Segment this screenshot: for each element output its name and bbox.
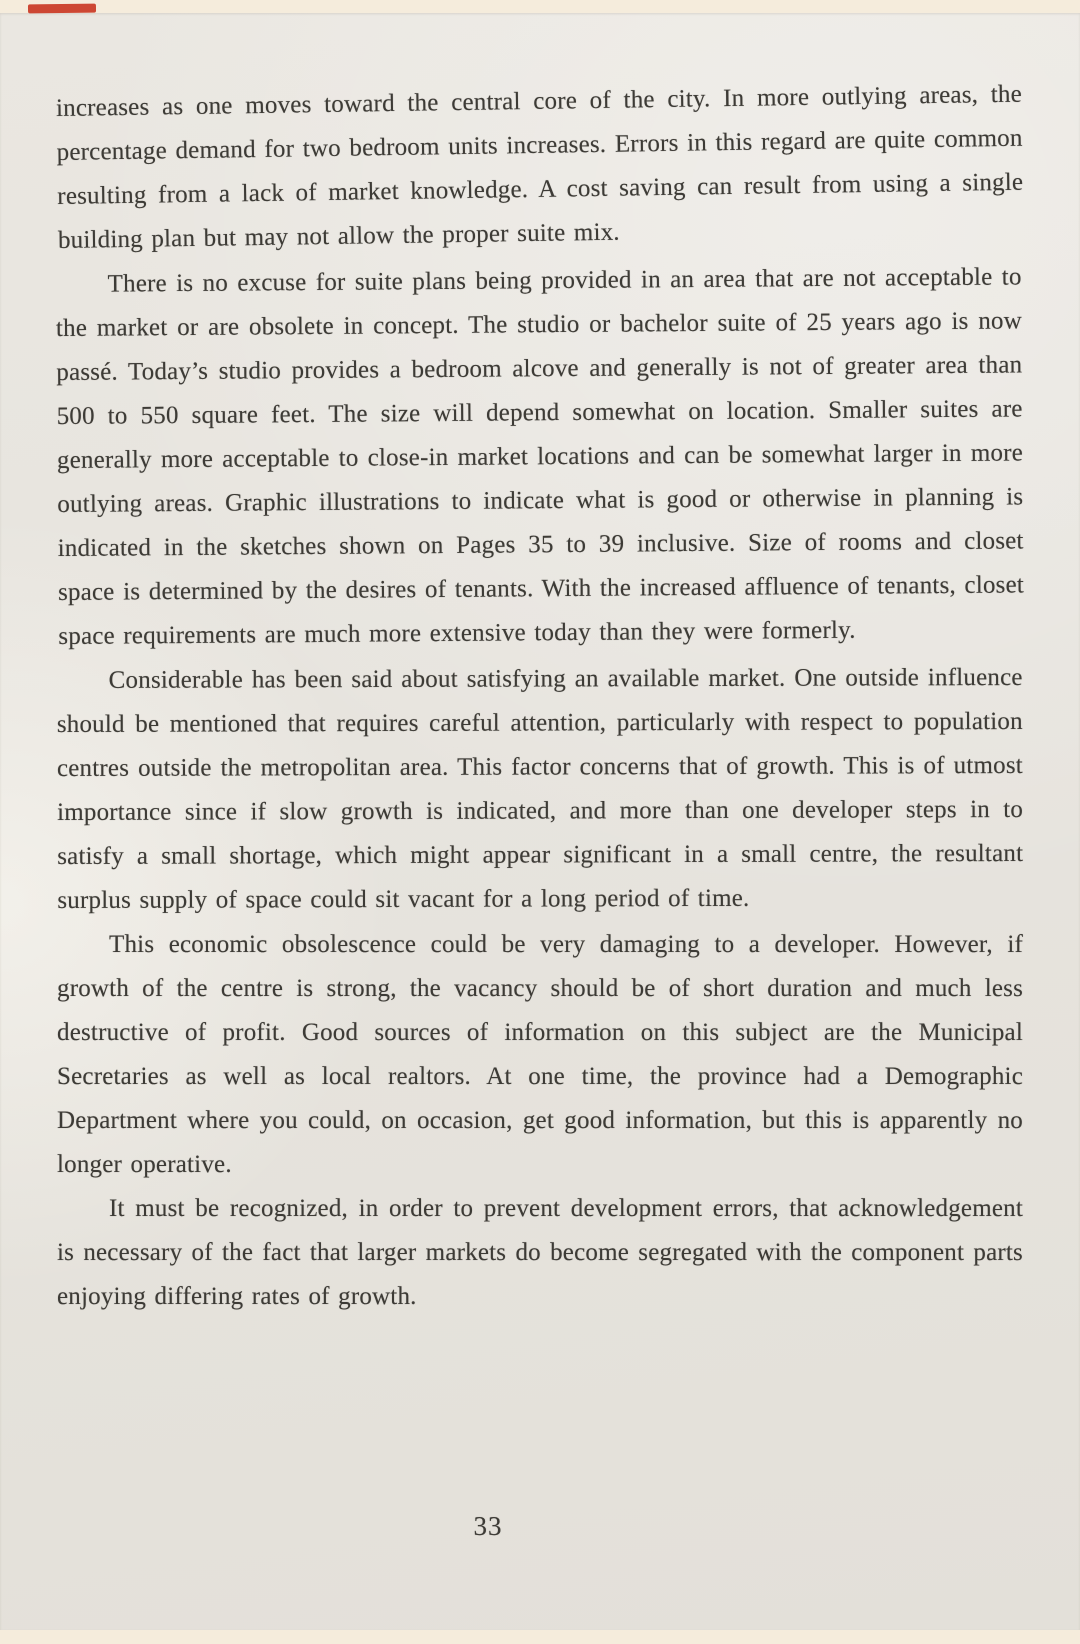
- body-paragraph-4: This economic obsolescence could be very damaging to a developer. However, if growth of the centre is strong, the vacancy should be of short duration and much less destructive of profit. Good sources of information on this subject are the Municipal Secretaries as well as local realtors. At one time, the province had a Demographic Department where you could, on occasion, get good information, but this is apparently no longer operative.: [57, 931, 1023, 1178]
- scan-edge-mark: [28, 4, 96, 14]
- body-paragraph-5: It must be recognized, in order to prevent development errors, that acknowledgement is necessary of the fact that larger markets do become segregated with the component parts enjoying differing rates of growth.: [57, 1195, 1023, 1310]
- page-text: [55, 80, 1025, 1319]
- body-paragraph-2: There is no excuse for suite plans being provided in an area that are not acceptable to the market or are obsolete in concept. The studio or bachelor suite of 25 years ago is now passé. Today’s studio provides a bedroom alcove and generally is not of greater area than 500 to 550 square feet. The size will depend somewhat on location. Smaller suites are generally more acceptable to close-in market locations and can be somewhat larger in more outlying areas. Graphic illustrations to indicate what is good or otherwise in planning is indicated in the sketches shown on Pages 35 to 39 inclusive. Size of rooms and closet space is determined by the desires of tenants. With the increased affluence of tenants, closet space requirements are much more extensive today than they were formerly.: [55, 263, 1025, 650]
- body-paragraph-1: increases as one moves toward the central core of the city. In more outlying areas, the percentage demand for two bedroom units increases. Errors in this regard are quite common resulting from a lack of market knowledge. A cost saving can result from using a single building plan but may not allow the proper suite mix.: [55, 80, 1024, 254]
- book-page: [0, 13, 1080, 1630]
- page-number: 33: [473, 1511, 503, 1541]
- body-paragraph-3: Considerable has been said about satisfying an available market. One outside influence should be mentioned that requires careful attention, particularly with respect to population centres outside the metropolitan area. This factor concerns that of growth. This is of utmost importance since if slow growth is indicated, and more than one developer steps in to satisfy a small shortage, which might appear significant in a small centre, the resultant surplus supply of space could sit vacant for a long period of time.: [56, 663, 1024, 914]
